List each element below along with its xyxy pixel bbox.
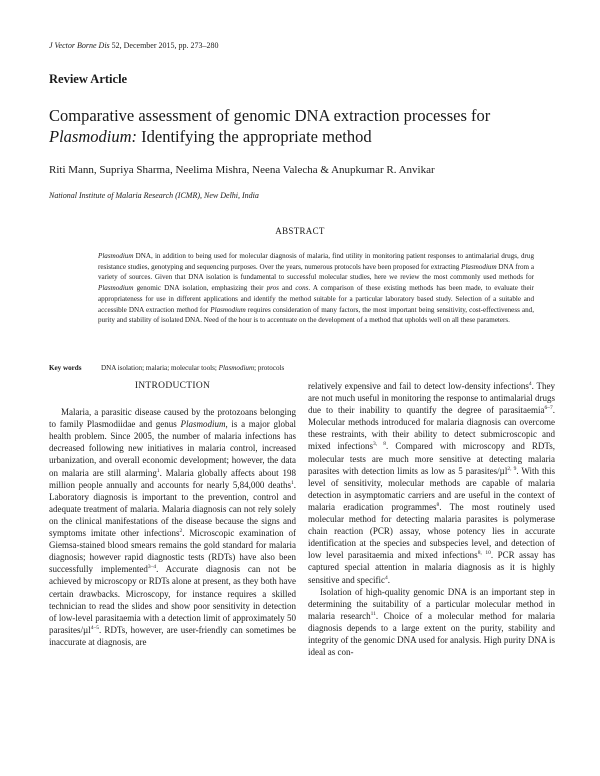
introduction-heading: INTRODUCTION [134,381,211,391]
right-column [308,380,555,658]
introduction-left-text: Malaria, a parasitic disease caused by the protozoans belonging to family Plasmodiidae and genus Plasmodium, is a major global health problem. Since 2005, the number of malaria infections has decreased following new initiatives in malaria control, increased urbanization, and overall economic development; however, the data on malaria are still alarming$^1$. Malaria globally affects about 198 million people annually and accounts for nearly 5,84,000 deaths$^1$. Laboratory diagnosis is important to the prevention, control and adequate treatment of malaria. Malaria diagnosis can not rely solely on the clinical manifestations of the disease because the signs and symptoms imitate other infections$^2$. Microscopic examination of Giemsa-stained blood smears remains the gold standard for malaria diagnosis; however rapid diagnostic tests (RDTs) have also been successfully implemented$^{3-4}$. Accurate diagnosis can not be achieved by microscopy or RDTs alone at present, as they both have certain drawbacks. Microscopy, for instance requires a skilled technician to read the slides and show poor sensitivity in detection of low-level parasitaemia with a detection limit of approximately 50 parasites/µl$^{4-5}$. RDTs, however, are user-friendly can sometimes be inaccurate at diagnosis, are [49,407,296,647]
article-title [49,105,569,147]
journal-reference [49,41,219,50]
journal-name: J Vector Borne Dis [49,41,110,50]
journal-details: 52, December 2015, pp. 273–280 [111,41,219,50]
abstract-heading: ABSTRACT [275,226,325,236]
keywords-label: Key words [49,364,82,372]
introduction-right-text: relatively expensive and fail to detect low-density infections$^4$. They are not much useful in monitoring the response to antimalarial drugs due to their inability to quantify the degree of parasitaemia$^{6-7}$. Molecular methods introduced for malaria diagnosis can overcome these restraints, with their ability to detect submicroscopic and mixed infections$^{3, 8}$. Compared with microscopy and RDTs, molecular tests are much more sensitive at detecting malaria parasites with detection limits as low as 5 parasites/µl$^{2, 9}$. With this level of sensitivity, molecular methods are capable of malaria detection in asymptomatic carriers and are useful in the context of malaria eradication programmes$^8$. The most routinely used molecular method for detecting malaria parasites is polymerase chain reaction (PCR) assay, whose potency lies in accurate identification at the species and subspecies level, and detection of low level parasitaemia and mixed infections$^{8, 10}$. PCR assay has captured special attention in malaria diagnosis as it is highly sensitive and specific$^4$. Isolation of high-quality genomic DNA is an important step in determining the suitability of a particular molecular method in malaria research$^{11}$. Choice of a molecular method for malaria diagnosis depends to a large extent on the purity, stability and integrity of the genomic DNA used for analysis. High purity DNA is ideal as con- [308,381,556,658]
author-list: Riti Mann, Supriya Sharma, Neelima Mishra, Neena Valecha & Anupkumar R. Anvikar [49,164,435,176]
keywords-text: DNA isolation; malaria; molecular tools; Plasmodium; protocols [101,364,285,372]
title-line-1: Comparative assessment of genomic DNA extraction processes for [49,106,491,125]
title-rest: Identifying the appropriate method [137,127,372,146]
left-column [49,380,296,648]
title-italic-part: Plasmodium: [49,127,137,146]
article-type: Review Article [49,72,128,86]
keywords [49,364,284,372]
affiliation: National Institute of Malaria Research (ICMR), New Delhi, India [49,191,259,200]
abstract-body: Plasmodium DNA, in addition to being used for molecular diagnosis of malaria, find utility in monitoring patient responses to antimalarial drugs, drug resistance studies, genotyping and sequencing purposes. Over the years, numerous protocols have been proposed for extracting Plasmodium DNA from a variety of sources. Given that DNA isolation is fundamental to successful molecular studies, here we review the most commonly used methods for Plasmodium genomic DNA isolation, emphasizing their pros and cons. A comparison of these existing methods has been made, to evaluate their appropriateness for use in different applications and identify the method suitable for a particular laboratory based study. Selection of a suitable and accessible DNA extraction method for Plasmodium requires consideration of many factors, the most important being sensitivity, cost-effectiveness and, purity and stability of isolated DNA. Need of the hour is to accentuate on the development of a method that upholds well on all these parameters. [98,252,535,325]
